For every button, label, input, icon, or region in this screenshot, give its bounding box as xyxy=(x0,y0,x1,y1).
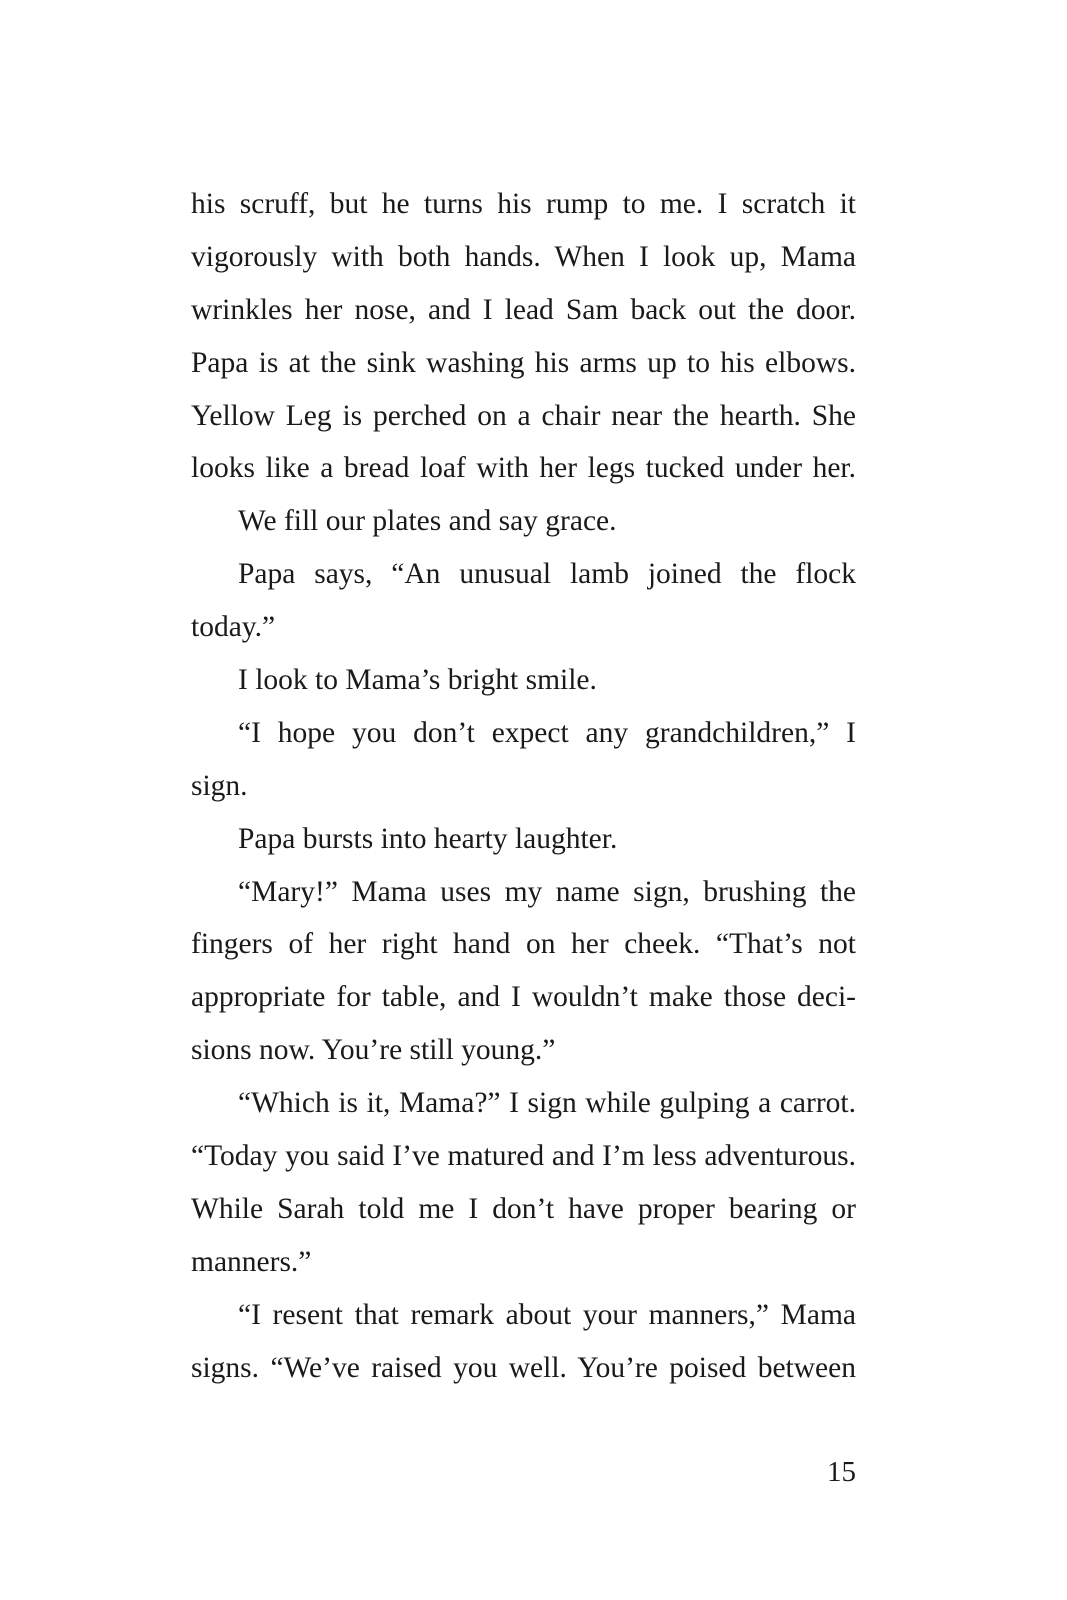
text-line: “I hope you don’t expect any grandchildren,” I xyxy=(238,716,856,749)
text-line: his scruff, but he turns his rump to me. I scratch it xyxy=(191,188,856,220)
text-line: signs. “We’ve raised you well. You’re poised between xyxy=(191,1351,856,1384)
text-line: wrinkles her nose, and I lead Sam back out the door. xyxy=(191,293,856,326)
text-line: Papa bursts into hearty laughter. xyxy=(238,822,618,855)
body-text xyxy=(191,178,856,1394)
text-line: I look to Mama’s bright smile. xyxy=(238,664,597,697)
text-line: manners.” xyxy=(191,1245,312,1278)
text-line: “Which is it, Mama?” I sign while gulping a carrot. xyxy=(238,1087,856,1120)
text-line: sions now. You’re still young.” xyxy=(191,1034,556,1067)
text-line: Papa is at the sink washing his arms up to his elbows. xyxy=(191,346,856,379)
text-line: vigorously with both hands. When I look up, Mama xyxy=(191,240,856,273)
text-line: While Sarah told me I don’t have proper bearing or xyxy=(191,1192,856,1225)
text-line: today.” xyxy=(191,611,276,644)
text-line: appropriate for table, and I wouldn’t make those deci- xyxy=(191,981,856,1014)
text-line: looks like a bread loaf with her legs tucked under her. xyxy=(191,452,856,485)
text-line: “Today you said I’ve matured and I’m less adventurous. xyxy=(191,1140,856,1173)
text-line: fingers of her right hand on her cheek. “That’s not xyxy=(191,928,856,961)
text-line: We fill our plates and say grace. xyxy=(238,505,617,538)
page-number: 15 xyxy=(827,1456,856,1488)
text-line: “Mary!” Mama uses my name sign, brushing the xyxy=(238,875,856,908)
text-line: sign. xyxy=(191,769,248,802)
text-line: “I resent that remark about your manners,” Mama xyxy=(238,1298,856,1331)
text-line: Papa says, “An unusual lamb joined the flock xyxy=(238,558,856,591)
text-line: Yellow Leg is perched on a chair near the hearth. She xyxy=(191,399,856,432)
